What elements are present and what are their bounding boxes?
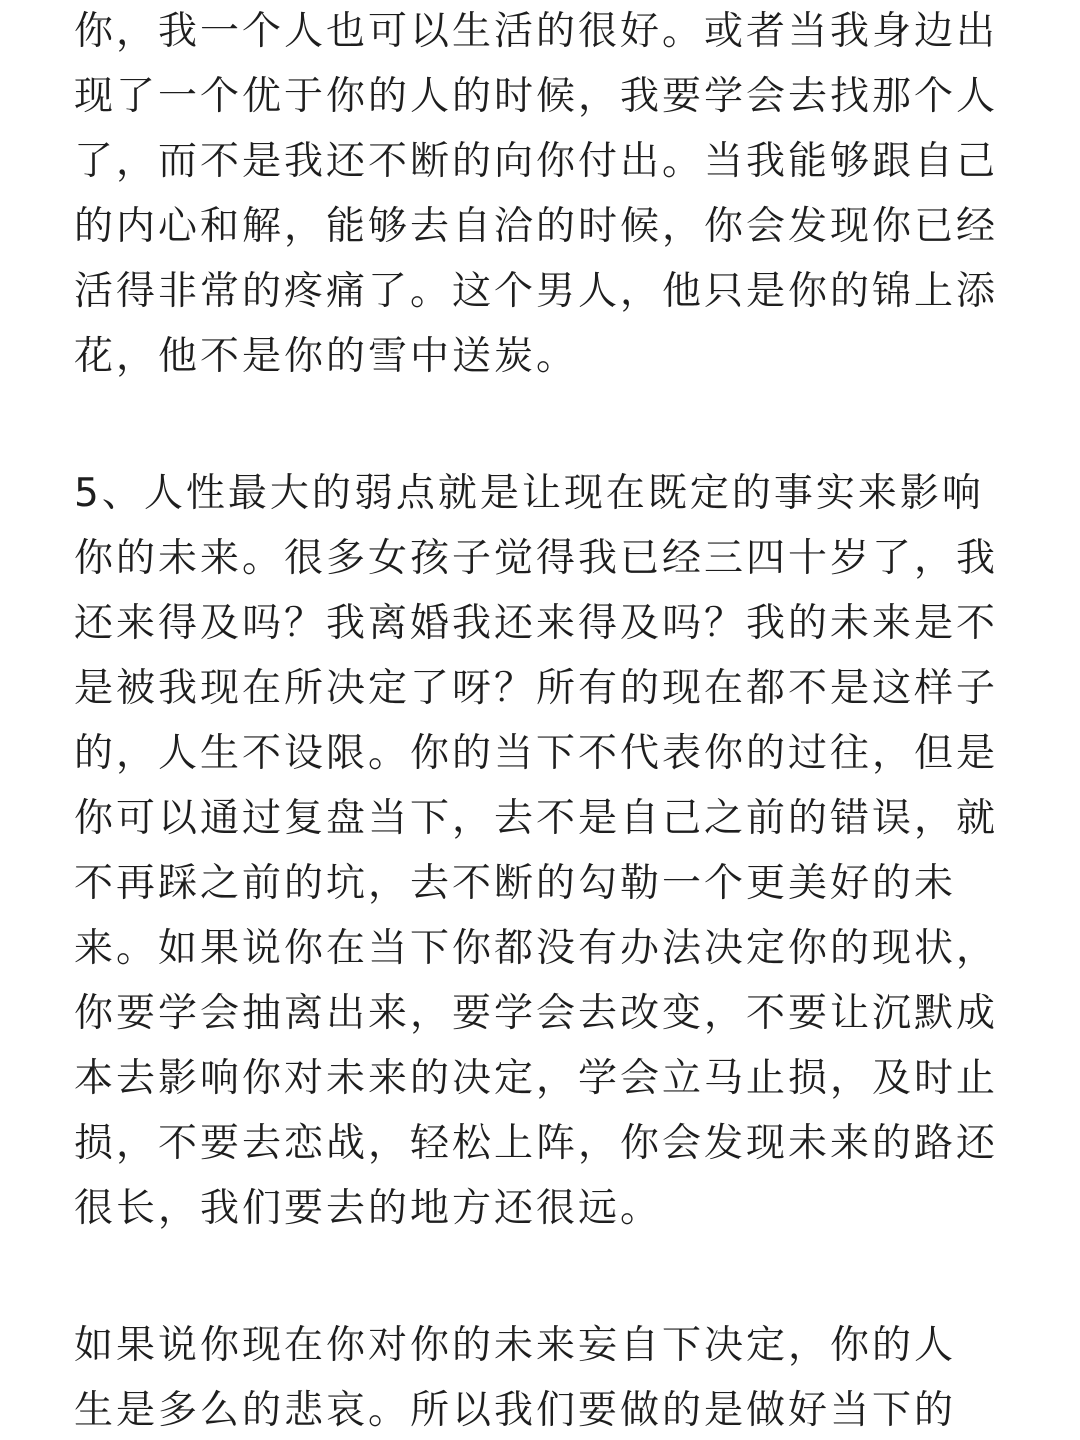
text-line: 来。如果说你在当下你都没有办法决定你的现状， [74, 926, 999, 971]
text-line: 还来得及吗？我离婚我还来得及吗？我的未来是不 [74, 601, 999, 646]
text-line: 了，而不是我还不断的向你付出。当我能够跟自己 [74, 139, 999, 184]
text-line: 现了一个优于你的人的时候，我要学会去找那个人 [74, 74, 999, 119]
text-line: 损，不要去恋战，轻松上阵，你会发现未来的路还 [74, 1121, 999, 1166]
text-line: 本去影响你对未来的决定，学会立马止损，及时止 [74, 1056, 999, 1101]
text-line: 是被我现在所决定了呀？所有的现在都不是这样子 [74, 666, 999, 711]
text-line: 的内心和解，能够去自洽的时候，你会发现你已经 [74, 204, 999, 249]
text-line: 你要学会抽离出来，要学会去改变，不要让沉默成 [74, 991, 999, 1036]
text-line: 活得非常的疼痛了。这个男人，他只是你的锦上添 [74, 269, 999, 314]
text-line: 如果说你现在你对你的未来妄自下决定，你的人 [74, 1323, 957, 1368]
text-line: 的，人生不设限。你的当下不代表你的过往，但是 [74, 731, 999, 776]
text-line: 5、人性最大的弱点就是让现在既定的事实来影响 [74, 471, 984, 516]
text-line: 你可以通过复盘当下，去不是自己之前的错误，就 [74, 796, 999, 841]
text-line: 很长，我们要去的地方还很远。 [74, 1186, 663, 1231]
text-line: 不再踩之前的坑，去不断的勾勒一个更美好的未 [74, 861, 957, 906]
text-line: 你，我一个人也可以生活的很好。或者当我身边出 [74, 9, 999, 54]
text-line: 花，他不是你的雪中送炭。 [74, 334, 579, 379]
text-line: 生是多么的悲哀。所以我们要做的是做好当下的 [74, 1388, 957, 1433]
text-line: 你的未来。很多女孩子觉得我已经三四十岁了，我 [74, 536, 999, 581]
